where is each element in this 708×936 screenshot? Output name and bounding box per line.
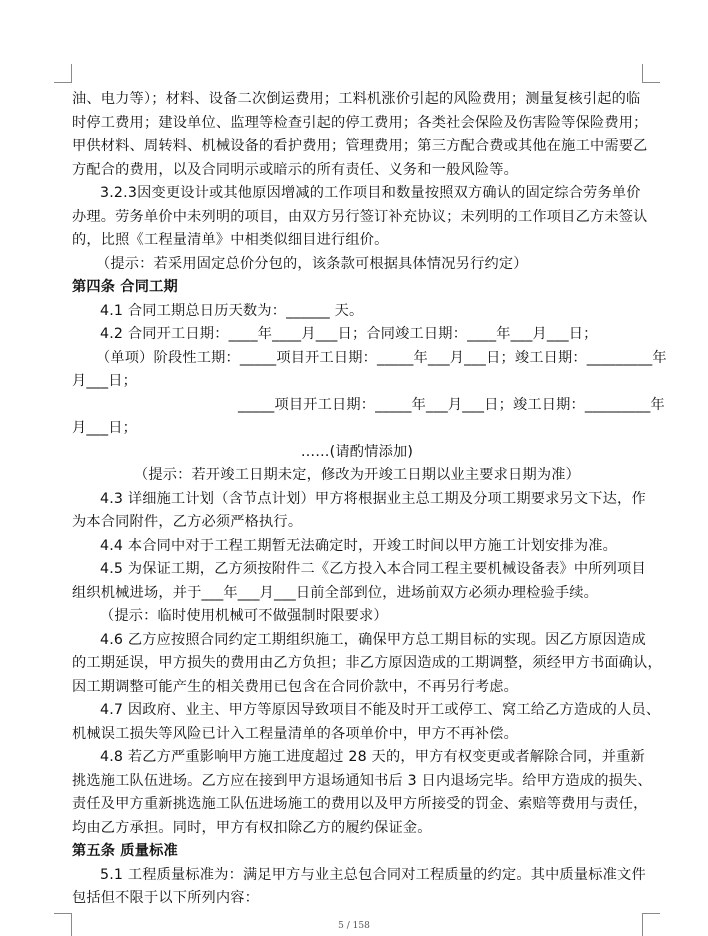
paragraph-line: 包括但不限于以下所列内容： bbox=[72, 890, 260, 906]
clause-4-3: 4.3 详细施工计划（含节点计划）甲方将根据业主总工期及分项工期要求另文下达，作 bbox=[100, 490, 646, 507]
clause-4-2: 4.2 合同开工日期：____年____月___日；合同竣工日期：____年___月___日； bbox=[100, 326, 598, 342]
crop-mark-top-left-h bbox=[54, 82, 72, 83]
paragraph-line: 的工期延误，甲方损失的费用由乙方负担；非乙方原因造成的工期调整，须经甲方书面确认， bbox=[72, 655, 662, 671]
crop-mark-top-right-v bbox=[642, 64, 643, 83]
clause-4-1: 4.1 合同工期总日历天数为：______ 天。 bbox=[100, 302, 364, 319]
clause-3-2-3: 3.2.3因变更设计或其他原因增减的工作项目和数量按照双方确认的固定综合劳务单价 bbox=[100, 185, 641, 201]
hint-note: （提示：若采用固定总价分包的，该条款可根据具体情况另行约定） bbox=[96, 255, 528, 272]
add-more-note: ……(请酌情添加) bbox=[300, 443, 414, 460]
paragraph-line: 时停工费用；建设单位、监理等检查引起的停工费用；各类社会保险及伤害险等保险费用； bbox=[72, 114, 648, 131]
section-heading-4: 第四条 合同工期 bbox=[72, 279, 178, 295]
document-body bbox=[72, 88, 667, 911]
clause-4-5: 4.5 为保证工期，乙方须按附件二《乙方投入本合同工程主要机械设备表》中所列项目 bbox=[100, 561, 646, 577]
crop-mark-top-right-h bbox=[642, 82, 660, 83]
paragraph-line: 的，比照《工程量清单》中相类似细目进行组价。 bbox=[72, 232, 389, 248]
clause-4-7: 4.7 因政府、业主、甲方等原因导致项目不能及时开工或停工、窝工给乙方造成的人员、 bbox=[100, 702, 661, 718]
paragraph-line: 组织机械进场，并于___年___月___日前全部到位，进场前双方必须办理检验手续。 bbox=[72, 584, 599, 601]
clause-4-6: 4.6 乙方应按照合同约定工期组织施工，确保甲方总工期目标的实现。因乙方原因造成 bbox=[100, 631, 646, 648]
paragraph-line: 油、电力等）；材料、设备二次倒运费用；工料机涨价引起的风险费用；测量复核引起的临 bbox=[72, 91, 641, 107]
section-heading-5: 第五条 质量标准 bbox=[72, 843, 178, 859]
paragraph-line: 方配合的费用，以及合同明示或暗示的所有责任、义务和一般风险等。 bbox=[72, 161, 519, 178]
hint-note: （提示：若开竣工日期未定，修改为开竣工日期以业主要求日期为准） bbox=[133, 467, 580, 483]
crop-mark-top-left-v bbox=[71, 64, 72, 83]
stage-period-line: _____项目开工日期：_____年___月___日；竣工日期：_________年 bbox=[238, 396, 665, 413]
paragraph-line: 月___日； bbox=[72, 420, 138, 436]
clause-4-8: 4.8 若乙方严重影响甲方施工进度超过 28 天的，甲方有权变更或者解除合同，并重新 bbox=[100, 749, 645, 765]
paragraph-line: 为本合同附件，乙方必须严格执行。 bbox=[72, 514, 303, 530]
paragraph-line: 挑选施工队伍进场。乙方应在接到甲方退场通知书后 3 日内退场完毕。给甲方造成的损失、 bbox=[72, 772, 652, 789]
paragraph-line: 因工期调整可能产生的相关费用已包含在合同价款中，不再另行考虑。 bbox=[72, 678, 519, 695]
hint-note: （提示：临时使用机械可不做强制时限要求） bbox=[100, 608, 388, 624]
clause-4-4: 4.4 本合同中对于工程工期暂无法确定时，开竣工时间以甲方施工计划安排为准。 bbox=[100, 537, 618, 554]
clause-5-1: 5.1 工程质量标准为：满足甲方与业主总包合同对工程质量的约定。其中质量标准文件 bbox=[100, 866, 646, 883]
paragraph-line: 机械误工损失等风险已计入工程量清单的各项单价中，甲方不再补偿。 bbox=[72, 725, 519, 742]
paragraph-line: 月___日； bbox=[72, 373, 138, 389]
paragraph-line: 责任及甲方重新挑选施工队伍进场施工的费用以及甲方所接受的罚金、索赔等费用与责任， bbox=[72, 796, 648, 812]
page-number: 5 / 158 bbox=[338, 921, 370, 931]
stage-period-line: （单项）阶段性工期：_____项目开工日期：_____年___月___日；竣工日期：_________年 bbox=[96, 349, 667, 366]
crop-mark-bottom-left-h bbox=[54, 913, 72, 914]
paragraph-line: 甲供材料、周转料、机械设备的看护费用；管理费用；第三方配合费或其他在施工中需要乙 bbox=[72, 138, 648, 154]
paragraph-line: 均由乙方承担。同时，甲方有权扣除乙方的履约保证金。 bbox=[72, 819, 432, 836]
crop-mark-bottom-right-h bbox=[642, 913, 660, 914]
paragraph-line: 办理。劳务单价中未列明的项目，由双方另行签订补充协议；未列明的工作项目乙方未签认 bbox=[72, 208, 648, 225]
